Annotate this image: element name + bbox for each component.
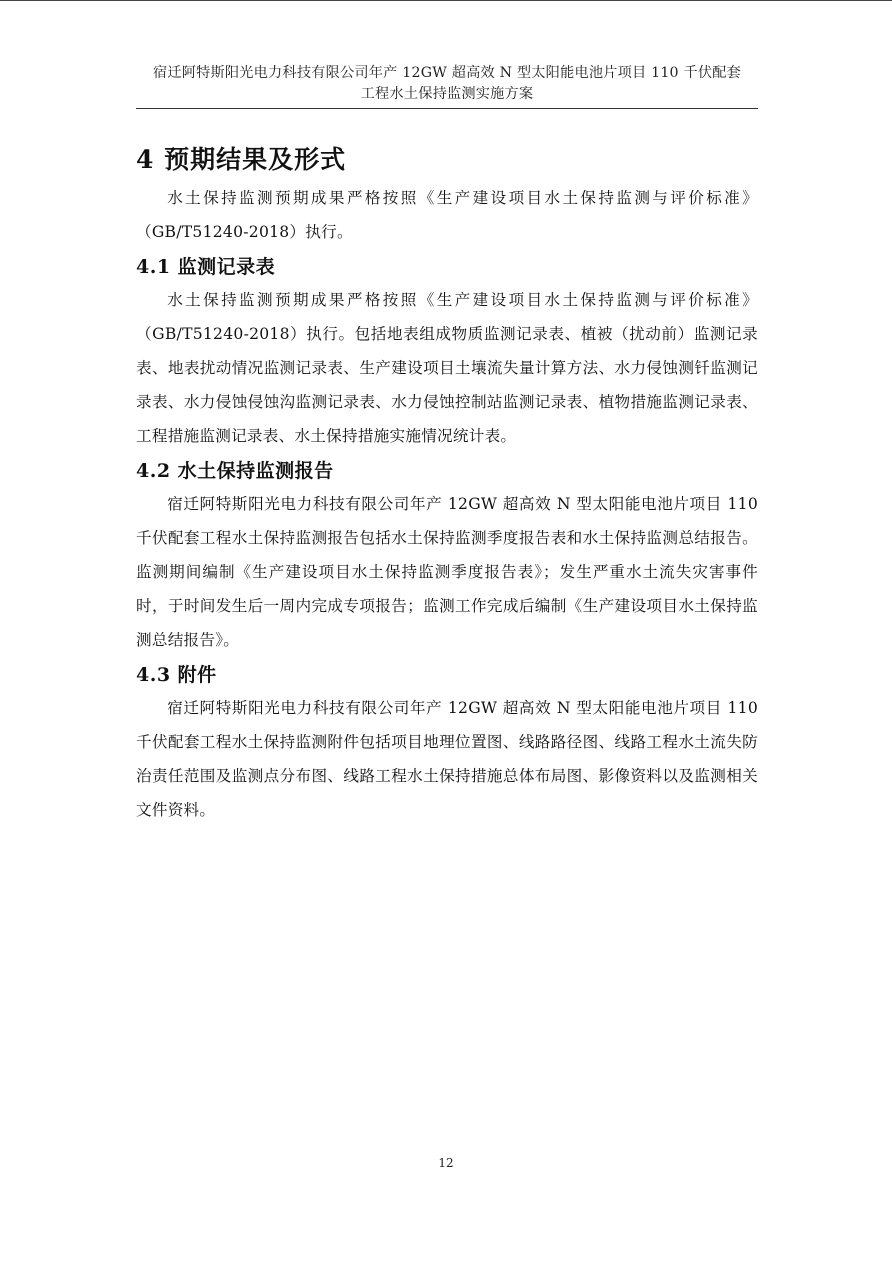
page-body bbox=[136, 141, 758, 827]
header-line-2: 工程水土保持监测实施方案 bbox=[360, 86, 534, 102]
section-title-4-3: 4.3 附件 bbox=[136, 664, 217, 686]
header-line-1: 宿迁阿特斯阳光电力科技有限公司年产 12GW 超高效 N 型太阳能电池片项目 110 千伏配套 bbox=[152, 65, 742, 81]
section-body-4-2: 宿迁阿特斯阳光电力科技有限公司年产 12GW 超高效 N 型太阳能电池片项目 110 千伏配套工程水土保持监测报告包括水土保持监测季度报告表和水土保持监测总结报告。监测期间编制《生产建设项目水土保持监测季度报告表》；发生严重水土流失灾害事件时，于时间发生后一周内完成专项报告；监测工作完成后编制《生产建设项目水土保持监测总结报告》。 bbox=[136, 495, 758, 649]
header-divider bbox=[136, 108, 758, 109]
section-body-4-3: 宿迁阿特斯阳光电力科技有限公司年产 12GW 超高效 N 型太阳能电池片项目 110 千伏配套工程水土保持监测附件包括项目地理位置图、线路路径图、线路工程水土流失防治责任范围及监测点分布图、线路工程水土保持措施总体布局图、影像资料以及监测相关文件资料。 bbox=[136, 699, 758, 819]
section-body-4-1: 水土保持监测预期成果严格按照《生产建设项目水土保持监测与评价标准》（GB/T51240-2018）执行。包括地表组成物质监测记录表、植被（扰动前）监测记录表、地表扰动情况监测记录表、生产建设项目土壤流失量计算方法、水力侵蚀测钎监测记录表、水力侵蚀侵蚀沟监测记录表、水力侵蚀控制站监测记录表、植物措施监测记录表、工程措施监测记录表、水土保持措施实施情况统计表。 bbox=[136, 291, 758, 445]
page-number: 12 bbox=[438, 1156, 454, 1170]
chapter-title: 4 预期结果及形式 bbox=[136, 145, 347, 174]
section-title-4-1: 4.1 监测记录表 bbox=[136, 256, 276, 278]
chapter-intro-paragraph: 水土保持监测预期成果严格按照《生产建设项目水土保持监测与评价标准》（GB/T51240-2018）执行。 bbox=[136, 189, 758, 241]
running-header bbox=[136, 63, 758, 105]
section-title-4-2: 4.2 水土保持监测报告 bbox=[136, 460, 334, 482]
